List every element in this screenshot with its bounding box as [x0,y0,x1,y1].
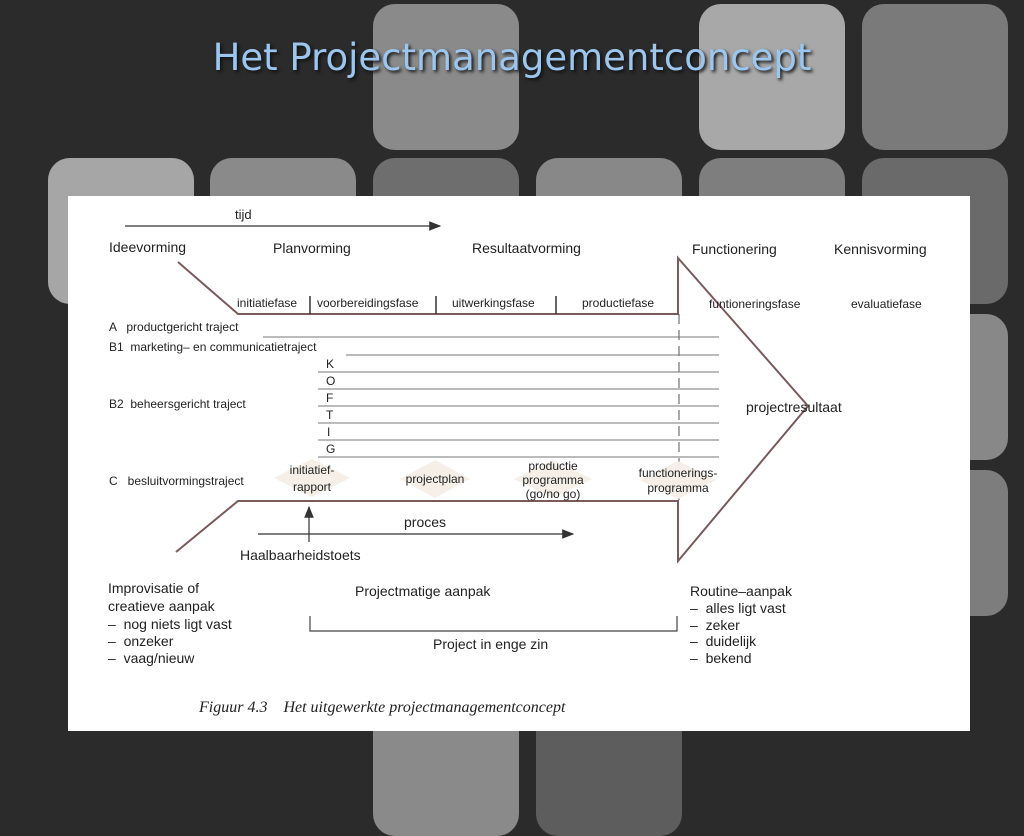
milestone-productieprogramma-line3: (go/no go) [525,487,581,501]
left-block-item: – nog niets ligt vast [108,616,232,632]
stage-ideevorming: Ideevorming [109,239,187,255]
stage-kennisvorming: Kennisvorming [834,241,927,257]
right-block-item: – alles ligt vast [690,600,786,616]
bracket-label: Project in enge zin [433,636,549,652]
kostig-i: I [327,425,331,439]
left-block-item: – vaag/nieuw [108,650,195,666]
left-block-title-line1: Improvisatie of [108,580,200,596]
track-a-label: A productgericht traject [109,320,239,334]
kostig-k: K [326,357,335,371]
phase-voorbereidingsfase: voorbereidingsfase [317,296,419,310]
phase-evaluatiefase: evaluatiefase [851,297,922,311]
stage-planvorming: Planvorming [273,240,351,256]
left-block-item: – onzeker [108,633,174,649]
milestone-projectplan: projectplan [405,472,465,486]
phase-funtioneringsfase: funtioneringsfase [709,297,801,311]
stage-resultaatvorming: Resultaatvorming [472,240,581,256]
milestone-productieprogramma-line1: productie [528,459,578,473]
diagram-svg [68,196,970,731]
slide-title: Het Projectmanagementconcept [212,36,812,79]
right-block-title: Routine–aanpak [690,583,792,599]
phase-productiefase: productiefase [582,296,655,310]
kostig-f: F [326,391,334,405]
time-label: tijd [235,207,252,222]
feasibility-label: Haalbaarheidstoets [240,547,361,563]
milestone-initiatiefrapport-line1: initiatief- [289,463,335,477]
phase-uitwerkingsfase: uitwerkingsfase [452,296,535,310]
stage-functionering: Functionering [692,241,777,257]
project-bracket [310,616,677,631]
milestone-functioneringsprogramma-line1: functionerings- [638,466,718,480]
middle-block-title: Projectmatige aanpak [355,583,491,599]
diagram-figure [68,196,970,731]
right-block-item: – zeker [690,617,740,633]
kostig-g: G [326,442,336,456]
project-result-label: projectresultaat [746,399,842,415]
kostig-t: T [326,408,334,422]
milestone-functioneringsprogramma-line2: programma [647,481,709,495]
track-b2-label: B2 beheersgericht traject [109,397,246,411]
track-c-label: C besluitvormingstraject [109,474,244,488]
track-b1-label: B1 marketing– en communicatietraject [109,340,317,354]
process-label: proces [404,514,447,530]
right-block-item: – duidelijk [690,633,757,649]
figure-caption: Figuur 4.3 Het uitgewerkte projectmanagementconcept [199,699,566,716]
phase-initiatiefase: initiatiefase [237,296,298,310]
kostig-o: O [326,374,336,388]
milestone-productieprogramma-line2: programma [522,473,584,487]
milestone-initiatiefrapport-line2: rapport [292,480,332,494]
left-block-title-line2: creatieve aanpak [108,598,215,614]
right-block-item: – bekend [690,650,752,666]
